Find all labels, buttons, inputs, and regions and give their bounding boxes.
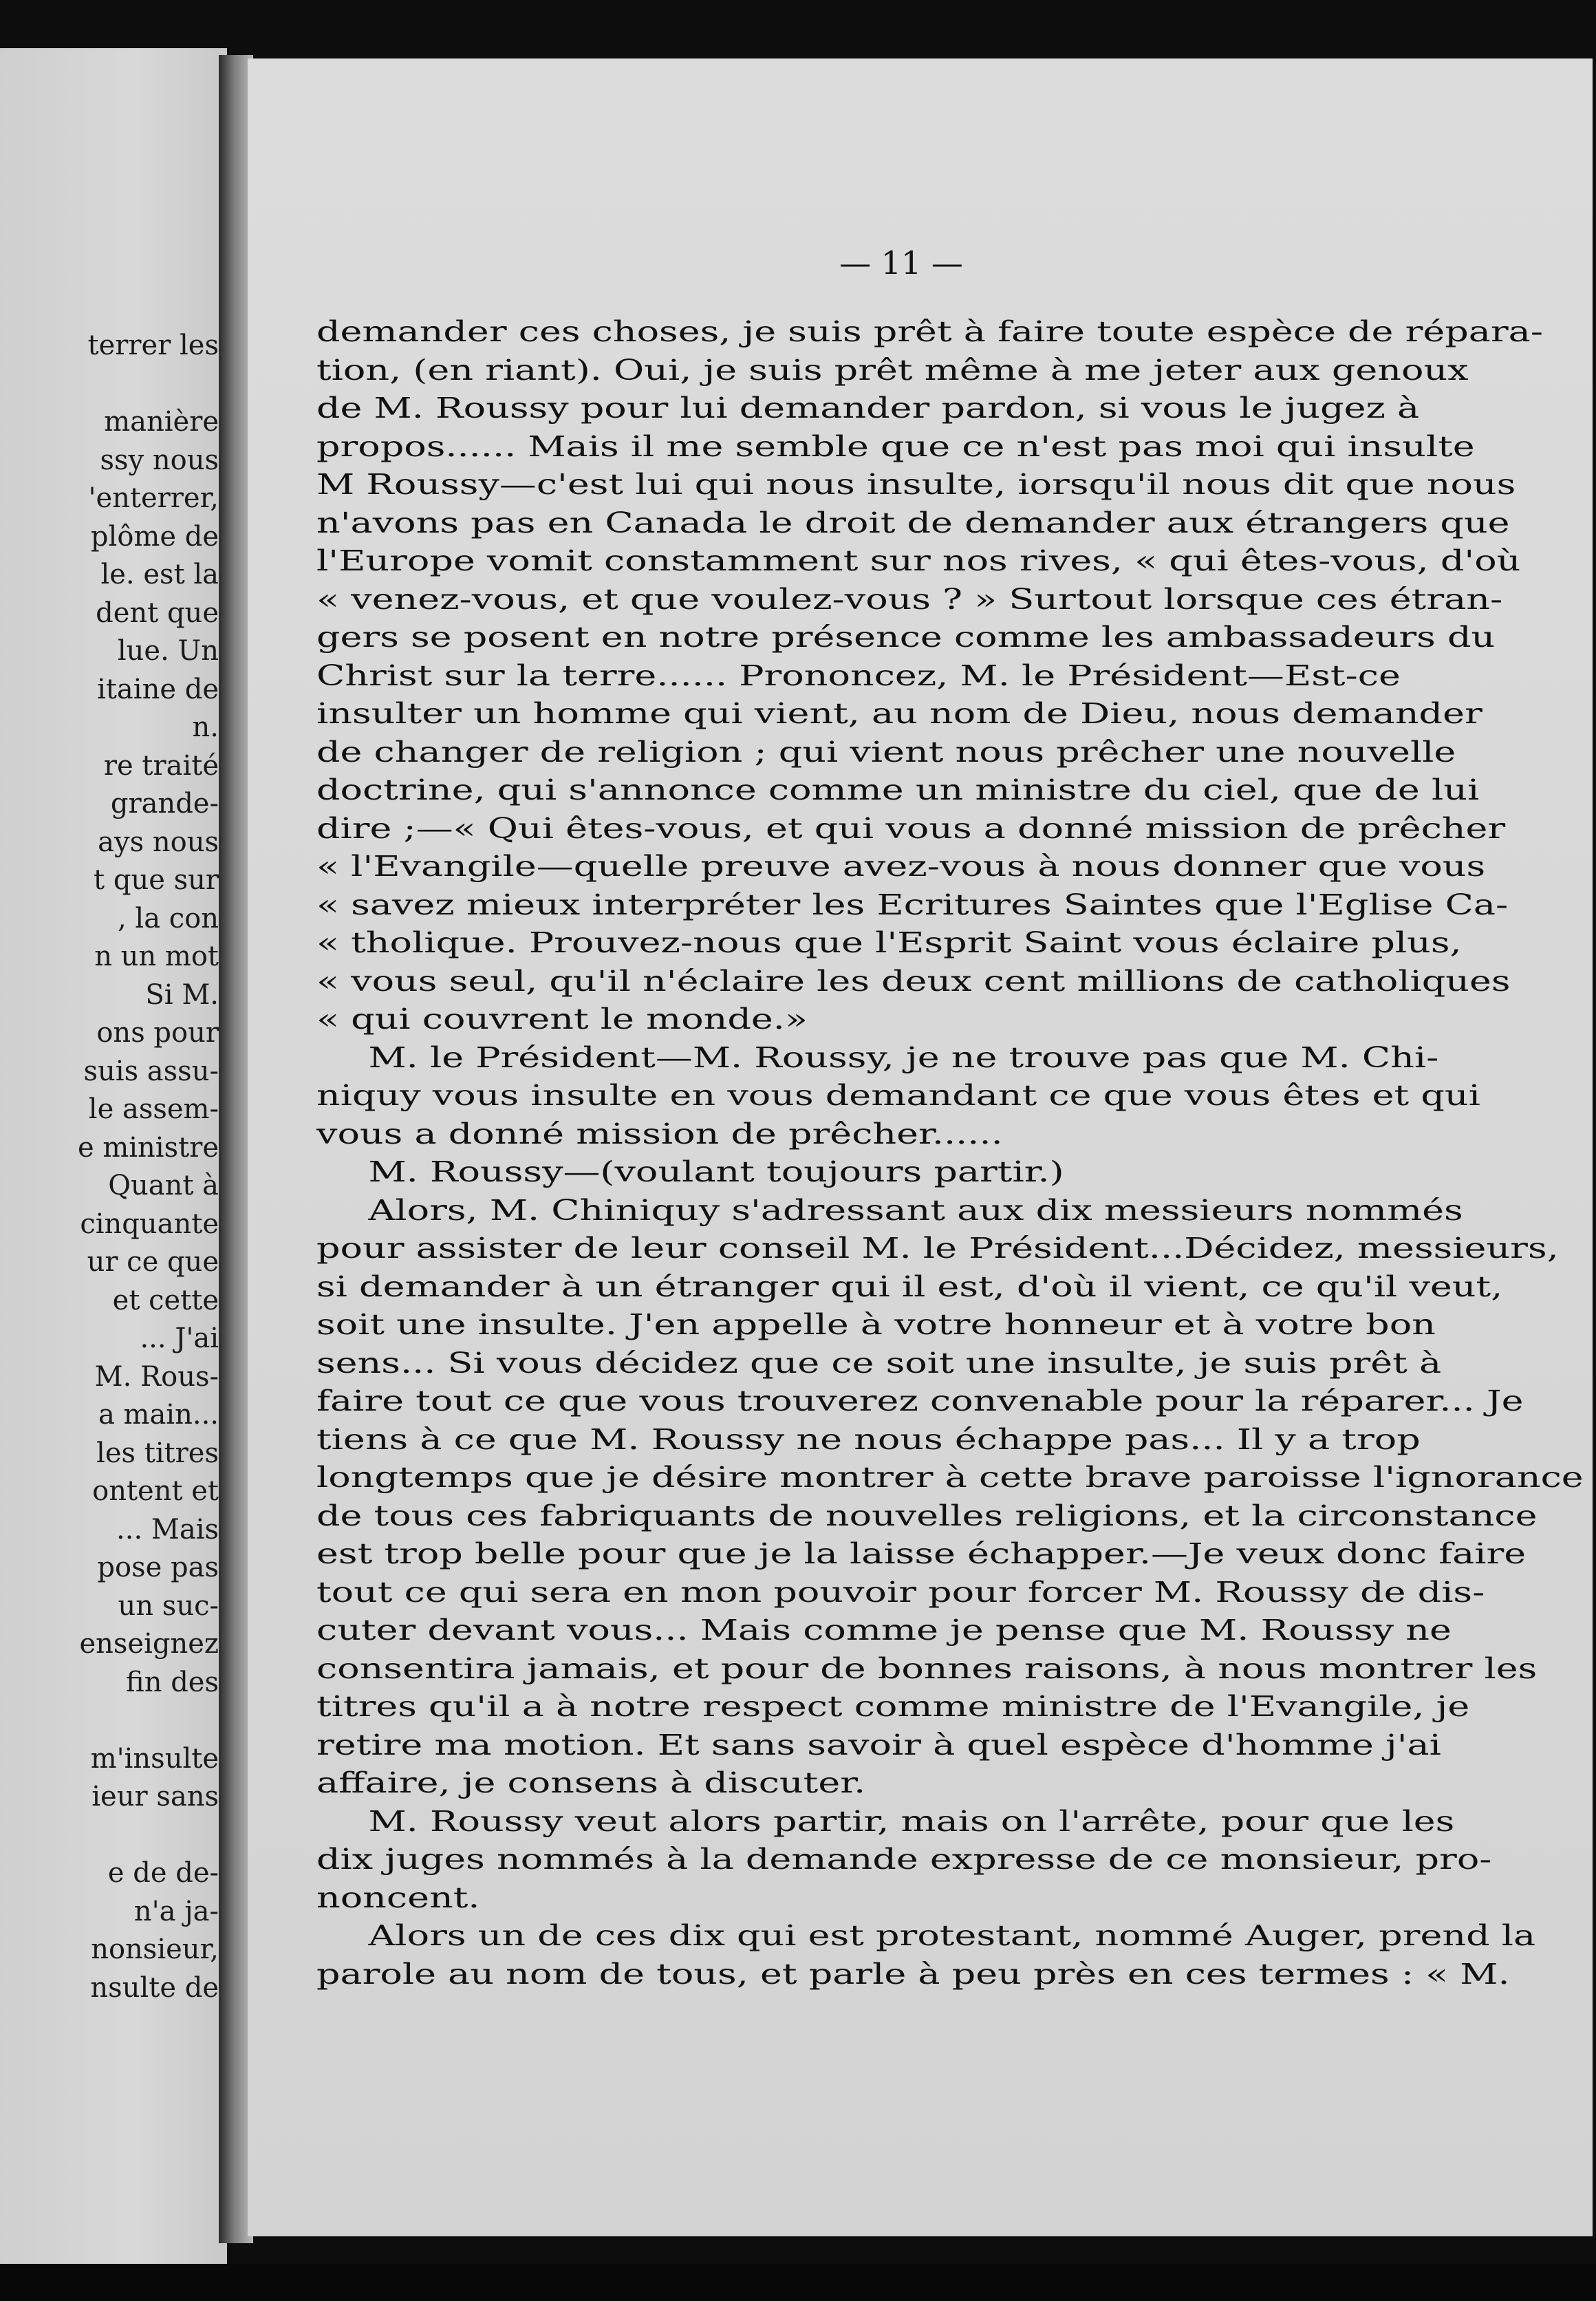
text-line: M. Roussy—(voulant toujours partir.) [368,1155,1064,1188]
left-line: dent que [96,597,219,629]
left-line: les titres [96,1437,219,1469]
left-line: e ministre [77,1131,219,1164]
left-line [0,1817,219,1855]
text-line: de changer de religion ; qui vient nous prêcher une nouvelle [316,735,1456,769]
text-line: « venez-vous, et que voulez-vous ? » Surtout lorsque ces étran- [316,582,1503,616]
text-line: pour assister de leur conseil M. le Président...Décidez, messieurs, [316,1232,1559,1265]
left-line: M. Rous- [94,1360,219,1393]
left-line: Quant à [108,1170,219,1201]
left-line: pose pas [97,1552,219,1583]
left-line: manière [104,406,219,438]
text-line: faire tout ce que vous trouverez convenable pour la réparer... Je [316,1384,1524,1417]
text-line: de tous ces fabriquants de nouvelles religions, et la circonstance [316,1499,1538,1532]
left-line: nonsieur, [91,1934,219,1965]
text-line: demander ces choses, je suis prêt à faire toute espèce de répara- [316,315,1544,348]
left-line: n un mot [94,941,219,972]
text-line: « savez mieux interpréter les Ecritures Saintes que l'Eglise Ca- [316,888,1509,921]
left-line: a main... [98,1399,219,1431]
text-line: tiens à ce que M. Roussy ne nous échappe pas... Il y a trop [316,1422,1421,1456]
right-page [248,58,1593,2236]
text-line: M Roussy—c'est lui qui nous insulte, iorsqu'il nous dit que nous [316,468,1516,501]
left-line [0,365,219,404]
text-line: cuter devant vous... Mais comme je pense que M. Roussy ne [316,1614,1452,1647]
left-page-text [0,48,219,2007]
left-line: grande- [110,788,219,820]
text-line: « vous seul, qu'il n'éclaire les deux cent millions de catholiques [316,964,1511,998]
scan-border [0,2264,1596,2301]
left-line: ontent et [92,1475,219,1507]
left-line: et cette [112,1284,219,1316]
left-line: ... Mais [116,1513,219,1545]
text-line: doctrine, qui s'annonce comme un ministre du ciel, que de lui [316,773,1480,806]
text-line: Christ sur la terre...... Prononcez, M. le Président—Est-ce [316,659,1401,692]
left-line: nsulte de [90,1971,219,2004]
left-line: cinquante [80,1208,219,1240]
left-line: suis assu- [83,1055,219,1087]
left-line: enseignez [79,1628,219,1660]
text-line: gers se posent en notre présence comme les ambassadeurs du [316,621,1496,654]
body-text [316,313,1593,1993]
left-line: n. [192,711,219,743]
text-line: longtemps que je désire montrer à cette brave paroisse l'ignorance [316,1461,1584,1494]
left-line: le. est la [100,559,219,590]
text-line: noncent. [316,1881,480,1914]
text-line: parole au nom de tous, et parle à peu près en ces termes : « M. [316,1957,1510,1991]
text-line: soit une insulte. J'en appelle à votre honneur et à votre bon [316,1308,1436,1341]
text-line: M. Roussy veut alors partir, mais on l'arrête, pour que les [368,1804,1455,1838]
left-line: le assem- [88,1093,219,1125]
text-line: niquy vous insulte en vous demandant ce que vous êtes et qui [316,1079,1480,1112]
text-line: l'Europe vomit constamment sur nos rives, « qui êtes-vous, d'où [316,544,1521,577]
text-line: consentira jamais, et pour de bonnes raisons, à nous montrer les [316,1651,1538,1685]
page-number: — 11 — [839,244,963,281]
text-line: Alors un de ces dix qui est protestant, nommé Auger, prend la [368,1919,1536,1952]
left-line: itaine de [97,673,219,705]
text-line: n'avons pas en Canada le droit de demander aux étrangers que [316,506,1510,539]
left-line: ons pour [96,1017,219,1049]
text-line: « qui couvrent le monde.» [316,1003,808,1036]
left-line: 'enterrer, [88,482,219,514]
text-line: M. le Président—M. Roussy, je ne trouve pas que M. Chi- [368,1040,1439,1074]
text-line: tout ce qui sera en mon pouvoir pour forcer M. Roussy de dis- [316,1575,1485,1609]
left-line: e de de- [107,1857,219,1889]
text-line: sens... Si vous décidez que ce soit une insulte, je suis prêt à [316,1346,1442,1380]
text-line: si demander à un étranger qui il est, d'où il vient, ce qu'il veut, [316,1270,1503,1303]
text-line: de M. Roussy pour lui demander pardon, si vous le jugez à [316,392,1420,425]
left-line: re traité [103,749,219,782]
text-line: insulter un homme qui vient, au nom de Dieu, nous demander [316,697,1482,730]
left-line: terrer les [87,330,219,361]
text-line: Alors, M. Chiniquy s'adressant aux dix messieurs nommés [368,1193,1463,1227]
left-line: un suc- [118,1590,219,1622]
left-line: fin des [126,1666,219,1698]
left-line: ... J'ai [140,1323,219,1354]
text-line: retire ma motion. Et sans savoir à quel espèce d'homme j'ai [316,1728,1441,1762]
left-line: ays nous [98,826,219,858]
left-line: ur ce que [87,1246,219,1278]
text-line: propos...... Mais il me semble que ce n'est pas moi qui insulte [316,429,1475,463]
text-line: titres qu'il a à notre respect comme ministre de l'Evangile, je [316,1690,1470,1723]
text-line: dire ;—« Qui êtes-vous, et qui vous a donné mission de prêcher [316,811,1506,845]
left-line: m'insulte [90,1742,219,1775]
left-line: t que sur [94,864,219,896]
text-line: affaire, je consens à discuter. [316,1766,866,1799]
left-line: plôme de [90,520,219,553]
left-line: n'a ja- [133,1895,219,1927]
left-line: lue. Un [117,635,219,667]
left-line [0,1702,219,1740]
left-line: ssy nous [100,444,219,476]
text-line: dix juges nommés à la demande expresse de ce monsieur, pro- [316,1843,1492,1876]
left-page [0,48,227,2264]
text-line: vous a donné mission de prêcher...... [316,1117,1003,1150]
text-line: est trop belle pour que je la laisse échapper.—Je veux donc faire [316,1537,1527,1570]
left-line: Si M. [145,978,219,1011]
left-line: , la con [117,902,219,934]
left-line: ieur sans [91,1781,219,1812]
text-line: « tholique. Prouvez-nous que l'Esprit Saint vous éclaire plus, [316,926,1462,959]
text-line: tion, (en riant). Oui, je suis prêt même à me jeter aux genoux [316,353,1469,387]
text-line: « l'Evangile—quelle preuve avez-vous à nous donner que vous [316,850,1486,883]
